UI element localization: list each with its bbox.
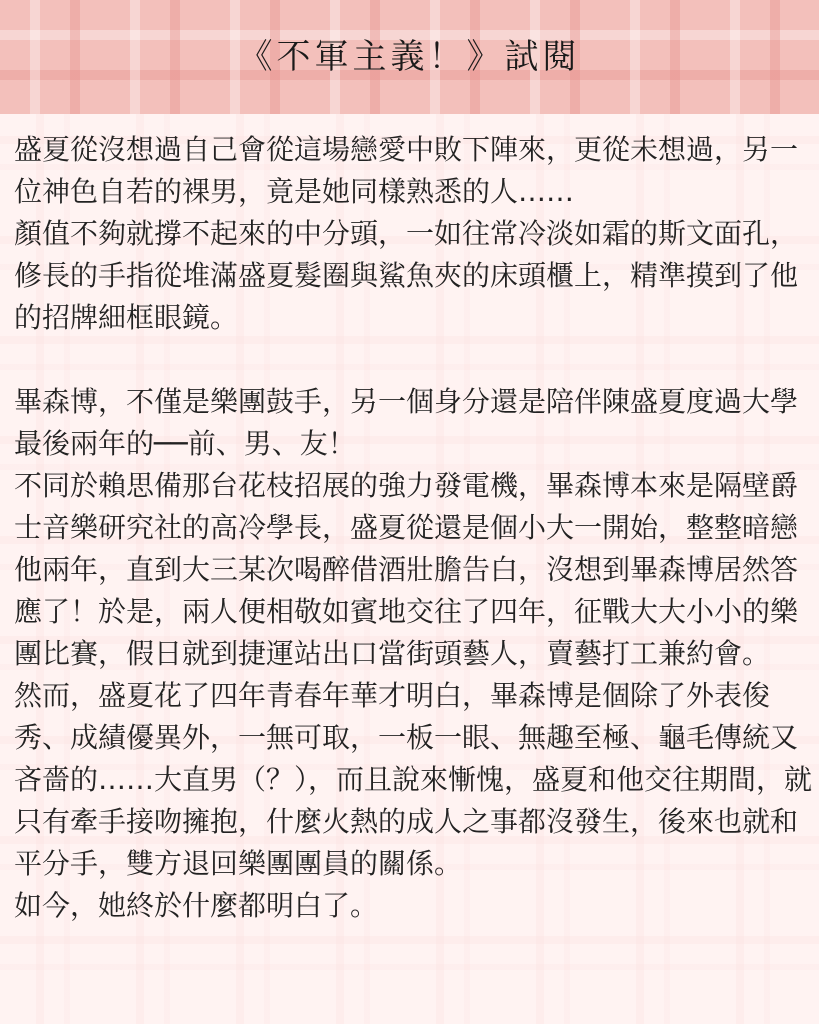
paragraph: 盛夏從沒想過自己會從這場戀愛中敗下陣來，更從未想過，另一位神色自若的裸男，竟是她同樣熟悉的人…… (14, 133, 799, 208)
header-banner (0, 0, 819, 114)
page-title: 《不軍主義！》試閱 (238, 37, 581, 77)
paragraph: 不同於賴思備那台花枝招展的強力發電機，畢森博本來是隔壁爵士音樂研究社的高冷學長，盛夏從還是個小大一開始，整整暗戀他兩年，直到大三某次喝醉借酒壯膽告白，沒想到畢森博居然答應了！於是，兩人便相敬如賓地交往了四年，征戰大大小小的樂團比賽，假日就到捷運站出口當街頭藝人，賣藝打工兼約會。 (14, 469, 799, 670)
paragraph: 如今，她終於什麼都明白了。 (14, 889, 379, 922)
paragraph: 畢森博，不僅是樂團鼓手，另一個身分還是陪伴陳盛夏度過大學最後兩年的──前、男、友！ (14, 385, 799, 460)
paragraph: 然而，盛夏花了四年青春年華才明白，畢森博是個除了外表俊秀、成績優異外，一無可取，一板一眼、無趣至極、龜毛傳統又吝嗇的……大直男（？），而且說來慚愧，盛夏和他交往期間，就只有牽手接吻擁抱，什麼火熱的成人之事都沒發生，後來也就和平分手，雙方退回樂團團員的關係。 (14, 679, 813, 880)
excerpt-body (14, 129, 814, 927)
paragraph: 顏值不夠就撐不起來的中分頭，一如往常冷淡如霜的斯文面孔，修長的手指從堆滿盛夏髮圈與鯊魚夾的床頭櫃上，精準摸到了他的招牌細框眼鏡。 (14, 217, 799, 334)
paragraph-spacer (14, 339, 814, 381)
